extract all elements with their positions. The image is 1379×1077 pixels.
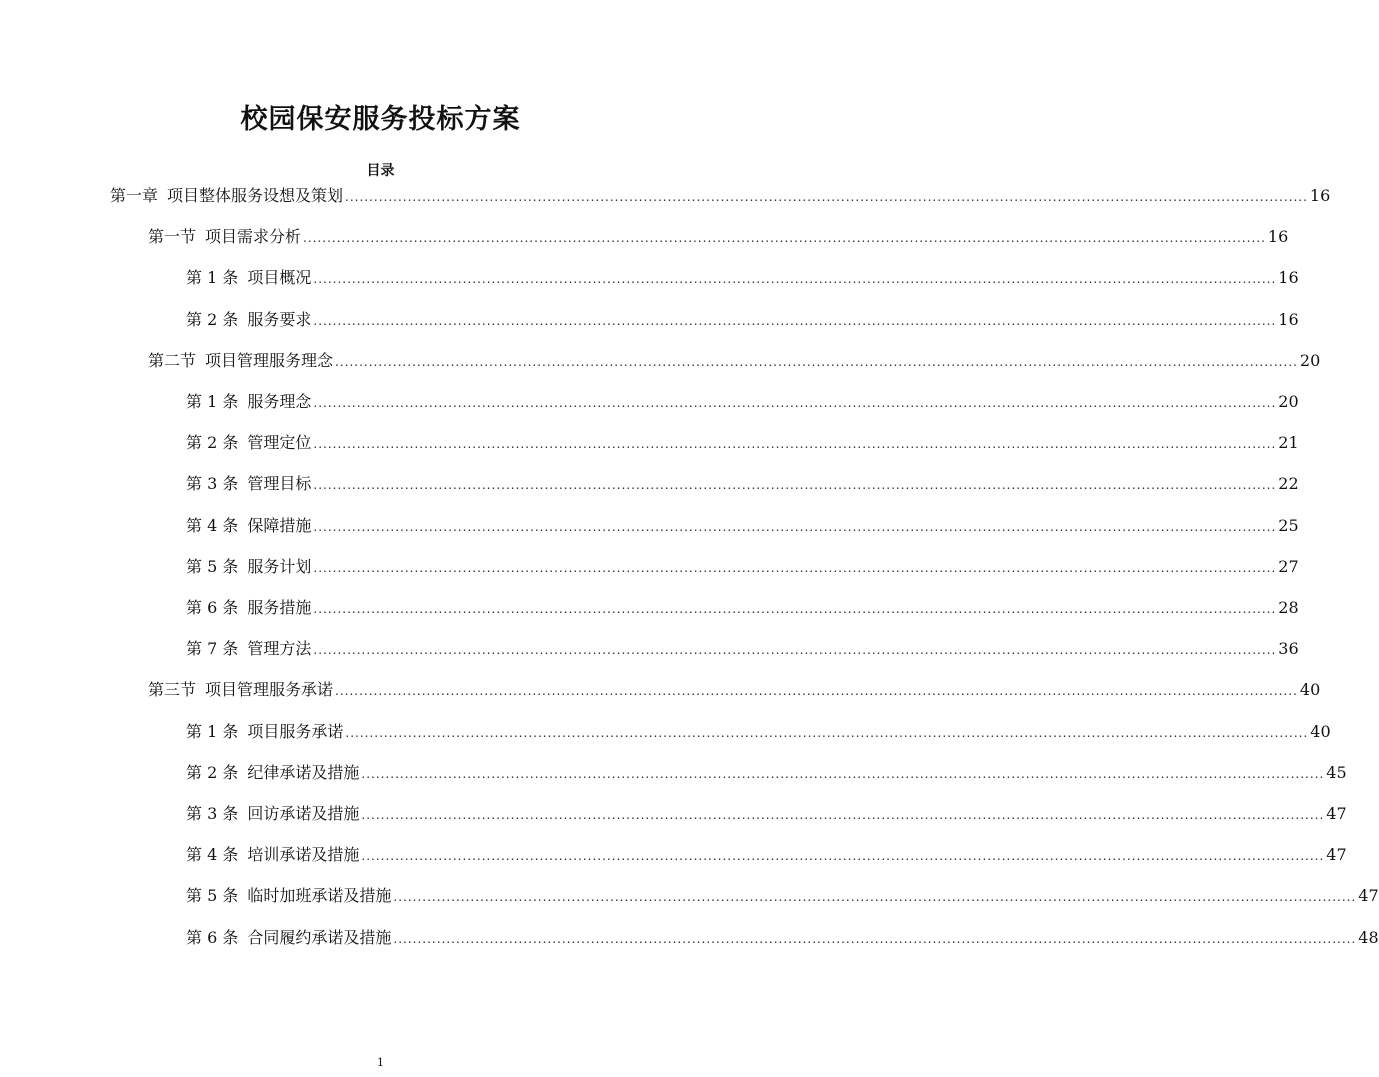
toc-entry-page: 47 xyxy=(1326,845,1347,865)
toc-entry-number: 第 2 条 xyxy=(186,762,239,782)
toc-entry[interactable] xyxy=(186,266,1299,290)
toc-entry-page: 47 xyxy=(1326,804,1347,823)
toc-entry-label: 项目管理服务理念 xyxy=(205,350,334,370)
toc-entry[interactable] xyxy=(186,802,1347,826)
toc-entry-label: 服务理念 xyxy=(247,392,312,411)
toc-entry-number: 第 5 条 xyxy=(186,886,239,906)
toc-entry[interactable] xyxy=(186,884,1379,908)
toc-leader-dots: ........................................................................................................................................................................................................ xyxy=(313,272,1277,287)
toc-leader-dots: ........................................................................................................................................................................................................ xyxy=(345,725,1309,740)
toc-leader-dots: ........................................................................................................................................................................................................ xyxy=(361,766,1325,781)
toc-entry-label: 纪律承诺及措施 xyxy=(247,762,360,782)
toc-entry[interactable] xyxy=(148,225,1289,249)
toc-entry-number: 第 6 条 xyxy=(186,598,239,617)
toc-entry-number: 第 3 条 xyxy=(186,804,239,823)
toc-entry[interactable] xyxy=(148,678,1321,702)
toc-entry-label: 培训承诺及措施 xyxy=(247,845,360,865)
toc-leader-dots: ........................................................................................................................................................................................................ xyxy=(345,190,1308,204)
toc-entry-number: 第 1 条 xyxy=(186,268,239,288)
toc-entry[interactable] xyxy=(186,843,1347,867)
toc-entry-label: 临时加班承诺及措施 xyxy=(247,886,392,906)
toc-entry-page: 25 xyxy=(1278,515,1299,535)
toc-entry-page: 20 xyxy=(1278,392,1299,411)
toc-leader-dots: ........................................................................................................................................................................................................ xyxy=(303,231,1266,246)
toc-entry-number: 第三节 xyxy=(148,680,197,700)
toc-entry[interactable] xyxy=(186,761,1347,785)
toc-entry-number: 第 7 条 xyxy=(186,639,239,659)
toc-entry-page: 21 xyxy=(1278,433,1299,453)
toc-entry-label: 保障措施 xyxy=(247,515,312,535)
toc-entry-page: 16 xyxy=(1309,186,1331,205)
toc-entry-number: 第 5 条 xyxy=(186,556,239,576)
toc-leader-dots: ........................................................................................................................................................................................................ xyxy=(313,313,1277,328)
toc-entry[interactable] xyxy=(110,184,1331,208)
toc-entry-page: 45 xyxy=(1326,762,1347,782)
toc-entry-page: 28 xyxy=(1278,598,1299,617)
toc-leader-dots: ........................................................................................................................................................................................................ xyxy=(361,849,1325,864)
toc-entry-number: 第一节 xyxy=(148,227,197,247)
toc-entry[interactable] xyxy=(148,349,1321,373)
toc-entry-label: 项目整体服务设想及策划 xyxy=(167,186,344,205)
toc-entry-number: 第 1 条 xyxy=(186,721,239,741)
toc-entry-label: 项目概况 xyxy=(247,268,312,288)
toc-leader-dots: ........................................................................................................................................................................................................ xyxy=(313,519,1277,534)
toc-entry[interactable] xyxy=(186,637,1299,661)
toc-entry-number: 第一章 xyxy=(110,186,159,205)
toc-entry-label: 服务要求 xyxy=(247,309,312,329)
toc-entry-label: 管理定位 xyxy=(247,433,312,453)
toc-entry-page: 22 xyxy=(1278,474,1299,494)
toc-entry[interactable] xyxy=(186,555,1299,579)
toc-leader-dots: ........................................................................................................................................................................................................ xyxy=(313,437,1277,452)
toc-entry-label: 合同履约承诺及措施 xyxy=(247,927,392,947)
toc-entry-label: 服务措施 xyxy=(247,598,312,617)
toc-entry-page: 40 xyxy=(1310,721,1331,741)
toc-entry[interactable] xyxy=(186,926,1379,950)
toc-entry-number: 第 2 条 xyxy=(186,309,239,329)
toc-entry-page: 47 xyxy=(1358,886,1379,906)
toc-entry-page: 36 xyxy=(1278,639,1299,659)
toc-leader-dots: ........................................................................................................................................................................................................ xyxy=(313,396,1277,410)
toc-entry[interactable] xyxy=(186,390,1299,414)
toc-entry[interactable] xyxy=(186,514,1299,538)
toc-entry[interactable] xyxy=(186,472,1299,496)
toc-entry-label: 管理目标 xyxy=(247,474,312,494)
toc-entry-number: 第 6 条 xyxy=(186,927,239,947)
toc-entry-page: 16 xyxy=(1267,227,1289,247)
toc-entry-label: 项目管理服务承诺 xyxy=(205,680,334,700)
toc-entry-number: 第二节 xyxy=(148,350,197,370)
toc-entry[interactable] xyxy=(186,596,1299,620)
toc-entry[interactable] xyxy=(186,431,1299,455)
toc-entry-number: 第 4 条 xyxy=(186,845,239,865)
toc-leader-dots: ........................................................................................................................................................................................................ xyxy=(313,643,1277,658)
toc-entry-label: 服务计划 xyxy=(247,556,312,576)
toc-entry-page: 20 xyxy=(1299,350,1321,370)
toc-leader-dots: ........................................................................................................................................................................................................ xyxy=(393,890,1357,905)
toc-entry-label: 回访承诺及措施 xyxy=(247,804,360,823)
toc-leader-dots: ........................................................................................................................................................................................................ xyxy=(313,560,1277,575)
toc-entry-label: 项目服务承诺 xyxy=(247,721,344,741)
page-number: 1 xyxy=(377,1056,384,1069)
toc-entry-number: 第 3 条 xyxy=(186,474,239,494)
toc-leader-dots: ........................................................................................................................................................................................................ xyxy=(335,354,1298,369)
document-title: 校园保安服务投标方案 xyxy=(240,104,521,135)
toc-leader-dots: ........................................................................................................................................................................................................ xyxy=(313,478,1277,493)
toc-entry-page: 40 xyxy=(1299,680,1321,700)
toc-entry-number: 第 2 条 xyxy=(186,433,239,453)
toc-entry[interactable] xyxy=(186,308,1299,332)
toc-entry-number: 第 4 条 xyxy=(186,515,239,535)
toc-leader-dots: ........................................................................................................................................................................................................ xyxy=(335,684,1298,699)
toc-leader-dots: ........................................................................................................................................................................................................ xyxy=(313,602,1277,616)
toc-entry-page: 16 xyxy=(1278,309,1299,329)
toc-entry-page: 16 xyxy=(1278,268,1299,288)
toc-entry-page: 27 xyxy=(1278,556,1299,576)
toc-entry-page: 48 xyxy=(1358,927,1379,947)
toc-heading: 目录 xyxy=(366,163,395,179)
toc-entry-label: 项目需求分析 xyxy=(205,227,302,247)
toc-entry[interactable] xyxy=(186,720,1331,744)
toc-entry-label: 管理方法 xyxy=(247,639,312,659)
toc-leader-dots: ........................................................................................................................................................................................................ xyxy=(361,808,1325,822)
toc-entry-number: 第 1 条 xyxy=(186,392,239,411)
toc-leader-dots: ........................................................................................................................................................................................................ xyxy=(393,931,1357,946)
